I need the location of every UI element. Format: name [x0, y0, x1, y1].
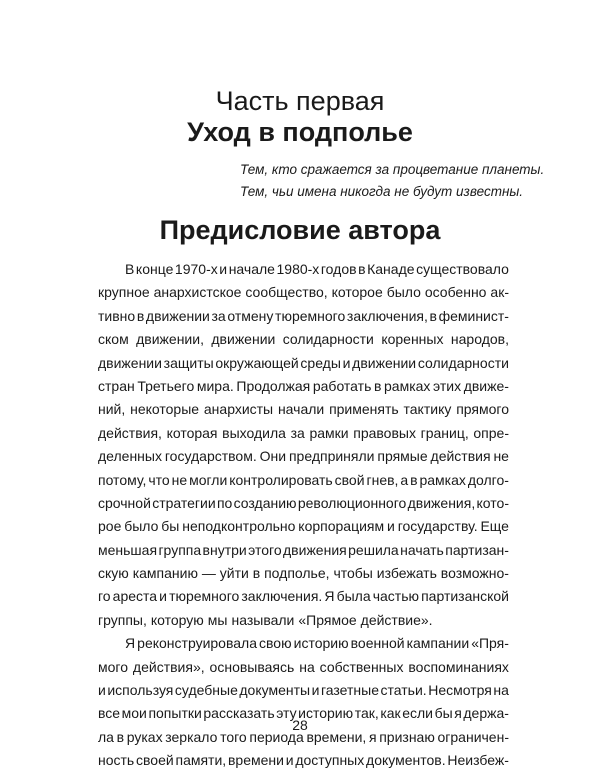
text-line: все мои попытки рассказать эту историю так, как если бы я держа- [98, 705, 509, 722]
part-title: Уход в подполье [187, 117, 413, 147]
text-line: ском движении, движении солидарности коренных народов, [98, 331, 509, 348]
chapter-title: Предисловие автора [159, 215, 441, 245]
body-text [98, 258, 509, 773]
text-line: потому, что не могли контролировать свой гнев, а в рамках долго- [98, 471, 509, 488]
text-line: стран Третьего мира. Продолжая работать в рамках этих движе- [98, 377, 509, 394]
epigraph-line: Тем, кто сражается за процветание планеты. [240, 162, 545, 177]
epigraph-line: Тем, чьи имена никогда не будут известны. [240, 184, 524, 199]
text-line: действия, которая выходила за рамки правовых границ, опре- [98, 424, 509, 441]
text-line: движении защиты окружающей среды и движении солидарности [98, 354, 509, 371]
text-line: меньшая группа внутри этого движения решила начать партизан- [98, 541, 509, 558]
text-line: группы, которую мы называли «Прямое действие». [98, 611, 433, 628]
text-line: В конце 1970-х и начале 1980-х годов в Канаде существовало [125, 261, 509, 277]
page-number: 28 [292, 717, 308, 733]
text-line: тивно в движении за отмену тюремного заключения, в феминист- [98, 307, 509, 324]
text-line: срочной стратегии по созданию революционного движения, кото- [98, 494, 509, 511]
text-line: и используя судебные документы и газетные статьи. Несмотря на [98, 682, 509, 699]
epigraph [240, 159, 545, 203]
text-line: го ареста и тюремного заключения. Я была частью партизанской [98, 588, 509, 605]
text-line: ность своей памяти, времени и доступных документов. Неизбеж- [98, 752, 509, 769]
text-line: ла в руках зеркало того периода времени, я признаю ограничен- [98, 728, 509, 745]
text-line: деленных государством. Они предприняли прямые действия не [98, 448, 509, 465]
text-line: мого действия», основываясь на собственных воспоминаниях [98, 658, 509, 675]
part-label: Часть первая [215, 86, 385, 116]
text-line: крупное анархистское сообщество, которое было особенно ак- [98, 284, 509, 301]
text-line: рое было бы неподконтрольно корпорациям и государству. Еще [98, 518, 509, 535]
text-line: ний, некоторые анархисты начали применять тактику прямого [98, 401, 509, 418]
text-line: скую кампанию — уйти в подполье, чтобы избежать возможно- [98, 565, 509, 582]
text-line: Я реконструировала свою историю военной кампании «Пря- [125, 635, 509, 652]
